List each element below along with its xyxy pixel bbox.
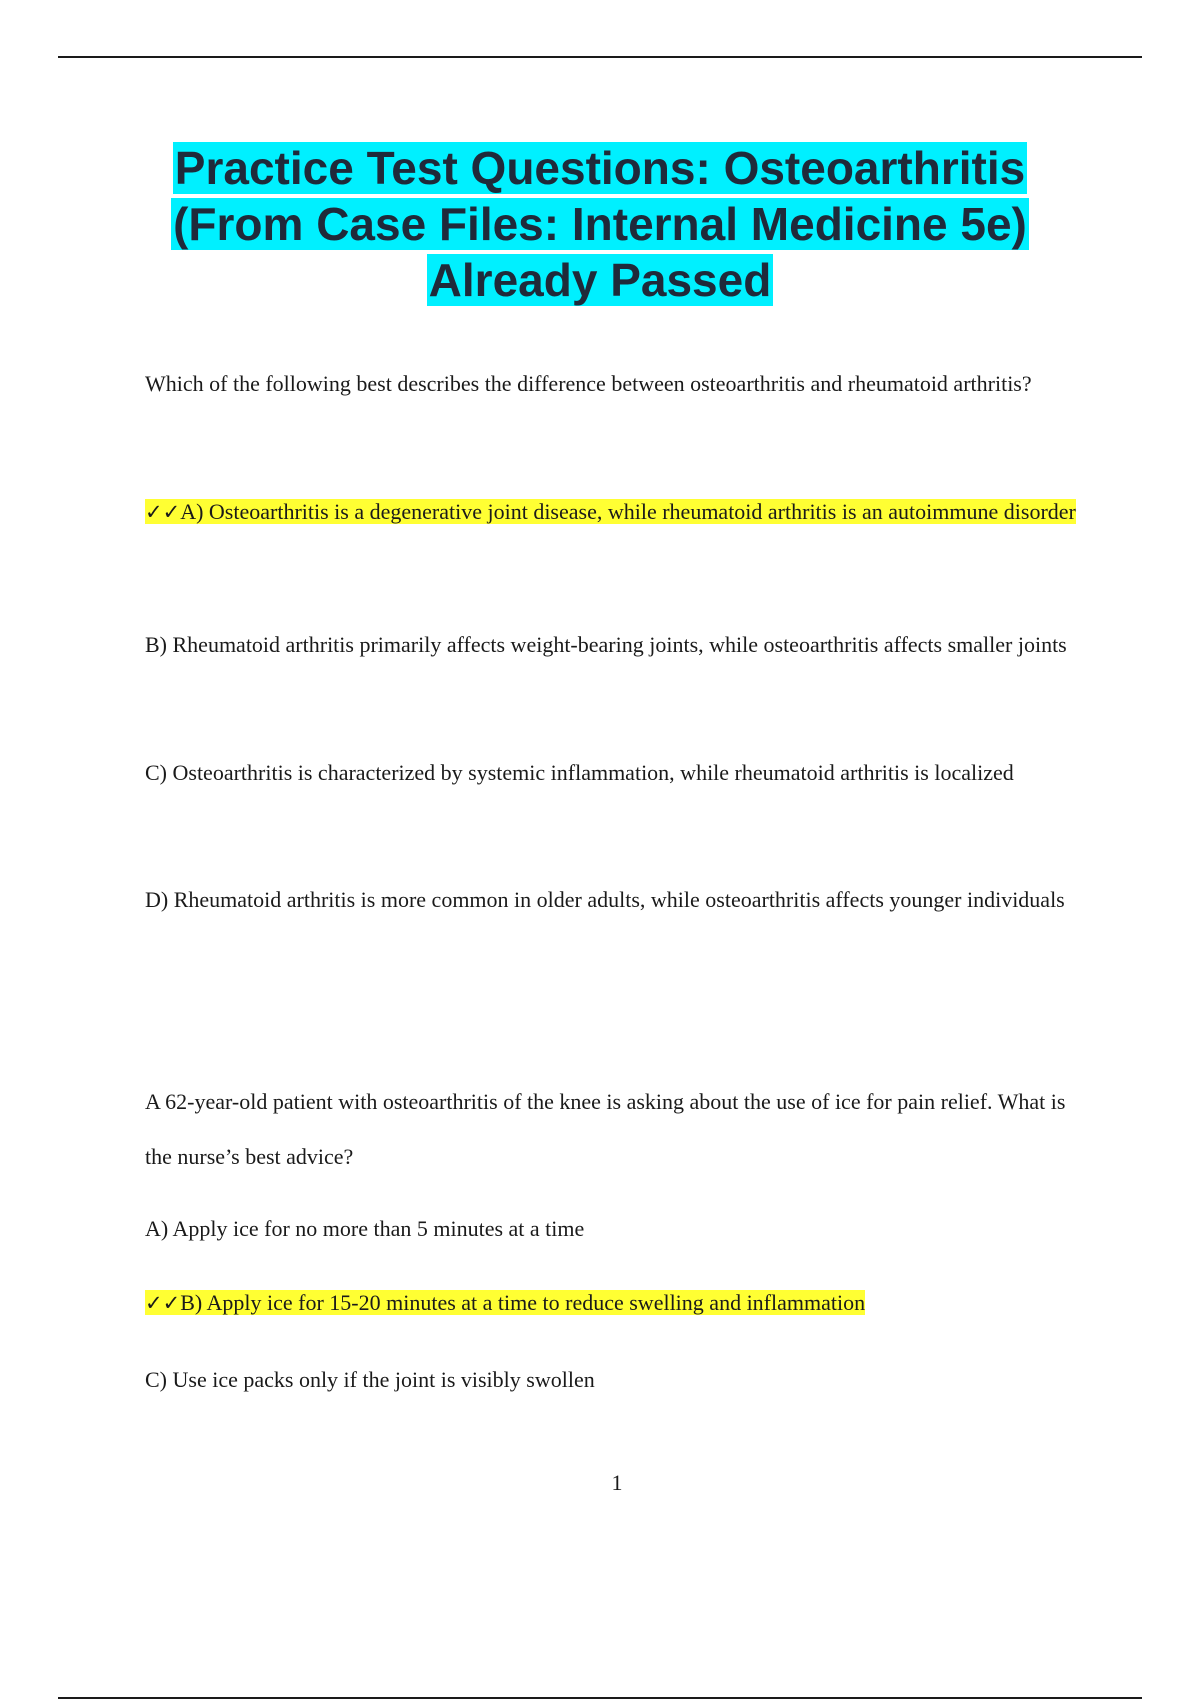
question-2-option-a: A) Apply ice for no more than 5 minutes at a time: [145, 1216, 585, 1241]
top-rule: [58, 56, 1142, 58]
question-1-stem: Which of the following best describes the difference between osteoarthritis and rheumatoid arthritis?: [145, 371, 1032, 396]
bottom-rule: [58, 1697, 1142, 1699]
title-line-2: (From Case Files: Internal Medicine 5e): [173, 198, 1027, 250]
double-check-icon: ✓✓: [145, 1291, 181, 1315]
question-2-option-c: C) Use ice packs only if the joint is visibly swollen: [145, 1367, 595, 1392]
question-2-option-b: [145, 1275, 1095, 1331]
document-title: [100, 140, 1100, 308]
title-line-1: Practice Test Questions: Osteoarthritis: [174, 142, 1026, 194]
question-2-stem: A 62-year-old patient with osteoarthritis of the knee is asking about the use of ice for pain relief. What is the nurse’s best advice?: [145, 1089, 1066, 1169]
question-1-option-a: [145, 484, 1095, 540]
question-1-option-d: D) Rheumatoid arthritis is more common in older adults, while osteoarthritis affects younger individuals: [145, 887, 1065, 912]
double-check-icon: ✓✓: [145, 500, 181, 524]
title-line-3: Already Passed: [428, 254, 772, 306]
option-text: B) Apply ice for 15-20 minutes at a time to reduce swelling and inflammation: [180, 1290, 866, 1315]
question-1-option-c: C) Osteoarthritis is characterized by systemic inflammation, while rheumatoid arthritis is localized: [145, 760, 1014, 785]
question-1-option-b: B) Rheumatoid arthritis primarily affects weight-bearing joints, while osteoarthritis affects smaller joints: [145, 632, 1067, 657]
option-text: A) Osteoarthritis is a degenerative joint disease, while rheumatoid arthritis is an autoimmune disorder: [180, 499, 1076, 524]
page-number: 1: [611, 1470, 623, 1495]
